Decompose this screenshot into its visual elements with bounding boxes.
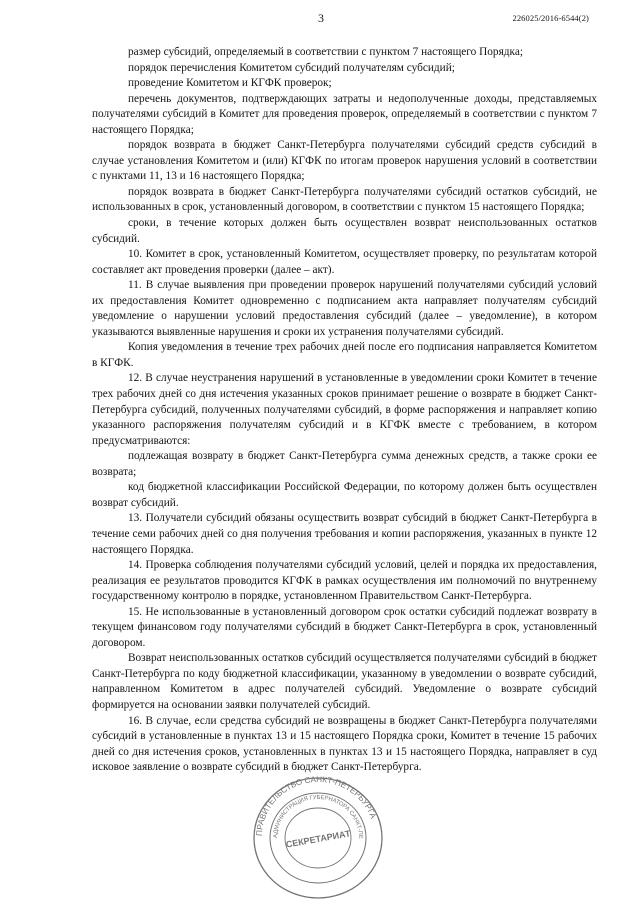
paragraph: порядок возврата в бюджет Санкт-Петербурга получателями субсидий остатков субсидий, не использованных в срок, установленный договором, в соответствии с пунктом 15 настоящего Порядка; (92, 185, 597, 214)
paragraph: сроки, в течение которых должен быть осуществлен возврат неиспользованных остатков субсидий. (92, 217, 597, 245)
paragraph: проведение Комитетом и КГФК проверок; (128, 77, 332, 90)
official-seal (248, 770, 388, 900)
paragraph: 16. В случае, если средства субсидий не возвращены в бюджет Санкт-Петербурга получателями субсидий в установленные в пунктах 13 и 15 настоящего Порядка сроки, Комитет в течение 15 рабочих дней со дня истечения сроков, установленных в пунктах 13 и 15 настоящего Порядка, направляет в суд исковое заявление о возврате субсидий в бюджет Санкт-Петербурга. (92, 714, 597, 774)
paragraph: порядок перечисления Комитетом субсидий получателям субсидий; (128, 61, 455, 74)
paragraph: 13. Получатели субсидий обязаны осуществить возврат субсидий в бюджет Санкт-Петербурга в течение семи рабочих дней со дня получения требования и копии распоряжения, указанных в пункте 12 настоящего Порядка. (92, 512, 597, 556)
seal-outer-text: ПРАВИТЕЛЬСТВО САНКТ-ПЕТЕРБУРГА (254, 774, 378, 837)
document-number: 226025/2016-6544(2) (512, 13, 589, 23)
paragraph: код бюджетной классификации Российской Федерации, по которому должен быть осуществлен возврат субсидий. (92, 481, 597, 509)
paragraph: 12. В случае неустранения нарушений в установленные в уведомлении сроки Комитет в течение трех рабочих дней со дня истечения указанных сроков принимает решение о возврате в бюджет Санкт-Петербурга субсидий, полученных получателями субсидий, в форме распоряжения и направляет копию указанного распоряжения получателям субсидий и в КГФК вместе с требованием, в котором предусматриваются: (92, 372, 597, 447)
paragraph: 15. Не использованные в установленный договором срок остатки субсидий подлежат возврату в текущем финансовом году получателями субсидий в бюджет Санкт-Петербурга в срок, установленный договором. (92, 605, 597, 649)
paragraph: 14. Проверка соблюдения получателями субсидий условий, целей и порядка их предоставления, реализация ее результатов проводится КГФК в рамках осуществления им полномочий по внутреннему государственному контролю в порядке, установленном Правительством Санкт-Петербурга. (92, 559, 597, 603)
document-body (92, 45, 597, 776)
paragraph: 11. В случае выявления при проведении проверок нарушений получателями субсидий условий их предоставления Комитет одновременно с подписанием акта направляет получателям субсидий уведомление о нарушении условий предоставления субсидий (далее – уведомление), в котором указываются выявленные нарушения и сроки их устранения получателями субсидий. (92, 279, 597, 338)
seal-center-text: СЕКРЕТАРИАТ (285, 828, 352, 850)
paragraph: Копия уведомления в течение трех рабочих дней после его подписания направляется Комитетом в КГФК. (92, 341, 597, 369)
paragraph: порядок возврата в бюджет Санкт-Петербурга получателями субсидий средств субсидий в случае установления Комитетом и (или) КГФК по итогам проверок нарушения условий в соответствии с пунктами 11, 13 и 16 настоящего Порядка; (92, 139, 597, 183)
seal-inner-text: АДМИНИСТРАЦИЯ ГУБЕРНАТОРА САНКТ-ПЕ (272, 794, 364, 839)
paragraph: Возврат неиспользованных остатков субсидий осуществляется получателями субсидий в бюджет Санкт-Петербурга по коду бюджетной классификации, указанному в уведомлении о возврате субсидий, направленном Комитетом в адрес получателей субсидий. Уведомление о возврате субсидий формируется на основании заявки получателей субсидий. (92, 652, 597, 711)
paragraph: подлежащая возврату в бюджет Санкт-Петербурга сумма денежных средств, а также сроки ее возврата; (92, 450, 597, 478)
paragraph: перечень документов, подтверждающих затраты и недополученные доходы, представляемых получателями субсидий в Комитет для проведения проверок, определяемый в соответствии с пунктом 7 настоящего Порядка; (92, 92, 597, 136)
page-number: 3 (318, 11, 324, 25)
paragraph: размер субсидий, определяемый в соответствии с пунктом 7 настоящего Порядка; (128, 46, 523, 58)
paragraph: 10. Комитет в срок, установленный Комитетом, осуществляет проверку, по результатам которой составляет акт проведения проверки (далее – акт). (92, 248, 597, 276)
seal-stamp-icon (248, 770, 388, 900)
